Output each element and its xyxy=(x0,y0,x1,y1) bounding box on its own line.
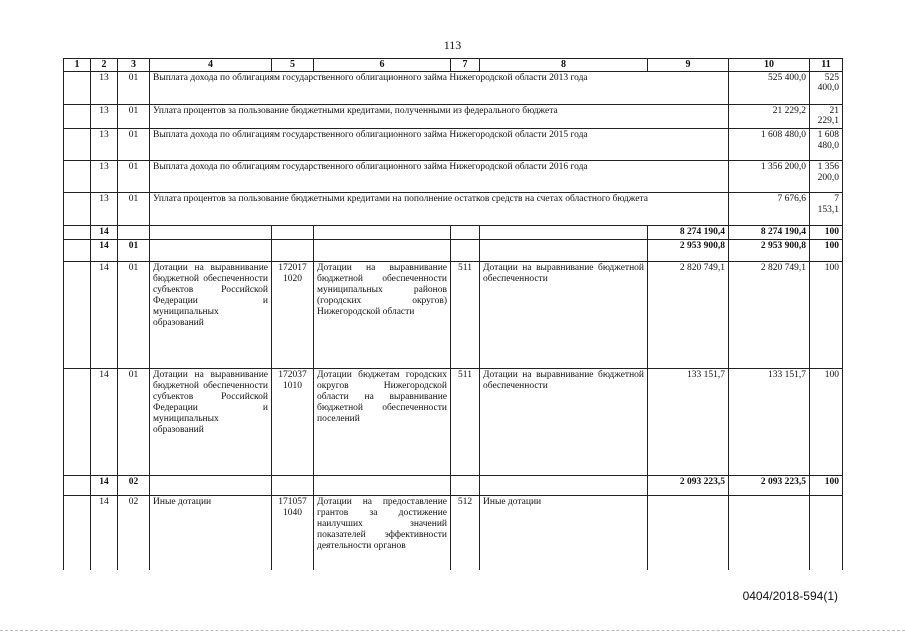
col-header-8: 8 xyxy=(480,59,648,72)
page-bottom-edge xyxy=(0,630,905,631)
cell-col1 xyxy=(64,262,91,369)
column-header-row xyxy=(64,59,843,72)
cell-description: Уплата процентов за пользование бюджетными кредитами, полученными из федерального бюджета xyxy=(150,104,729,129)
cell-target-name: Дотации бюджетам городских округов Нижегородской области на выравнивание бюджетной обеспеченности поселений xyxy=(314,369,451,476)
cell-empty xyxy=(272,476,314,496)
cell-empty xyxy=(314,476,451,496)
cell-actual: 2 093 223,5 xyxy=(729,476,810,496)
cell-grant-name: Дотации на выравнивание бюджетной обеспеченности субъектов Российской Федерации и муниципальных образований xyxy=(150,369,272,476)
cell-expense-code: 511 xyxy=(451,369,480,476)
cell-section: 14 xyxy=(91,240,118,262)
cell-empty xyxy=(480,240,648,262)
col-header-10: 10 xyxy=(729,59,810,72)
cell-empty xyxy=(451,476,480,496)
cell-col1 xyxy=(64,104,91,129)
cell-planned: 2 953 900,8 xyxy=(648,240,729,262)
cell-target-name: Дотации на выравнивание бюджетной обеспеченности муниципальных районов (городских округов) Нижегородской области xyxy=(314,262,451,369)
cell-grant-name: Иные дотации xyxy=(150,496,272,570)
col-header-1: 1 xyxy=(64,59,91,72)
cell-description: Выплата дохода по облигациям государственного облигационного займа Нижегородской области 2013 года xyxy=(150,71,729,104)
table-row xyxy=(64,104,843,129)
cell-target-name: Дотации на предоставление грантов за достижение наилучших значений показателей эффективности деятельности органов xyxy=(314,496,451,570)
table-row xyxy=(64,129,843,161)
cell-section: 13 xyxy=(91,161,118,193)
cell-empty xyxy=(451,226,480,240)
cell-subsection: 02 xyxy=(118,496,150,570)
cell-section: 13 xyxy=(91,193,118,226)
cell-planned: 7 676,6 xyxy=(729,193,810,226)
cell-col1 xyxy=(64,226,91,240)
cell-planned: 21 229,2 xyxy=(729,104,810,129)
table-row xyxy=(64,71,843,104)
cell-section: 14 xyxy=(91,476,118,496)
col-header-2: 2 xyxy=(91,59,118,72)
cell-description: Выплата дохода по облигациям государственного облигационного займа Нижегородской области 2015 года xyxy=(150,129,729,161)
cell-col1 xyxy=(64,129,91,161)
cell-section: 14 xyxy=(91,369,118,476)
cell-planned xyxy=(648,496,729,570)
table-row xyxy=(64,496,843,570)
cell-expense-name: Дотации на выравнивание бюджетной обеспеченности xyxy=(480,262,648,369)
cell-col1 xyxy=(64,496,91,570)
cell-empty xyxy=(480,226,648,240)
table-row xyxy=(64,193,843,226)
table-row xyxy=(64,369,843,476)
cell-subsection: 02 xyxy=(118,476,150,496)
cell-subsection: 01 xyxy=(118,104,150,129)
cell-empty xyxy=(150,476,272,496)
cell-actual: 1 608 480,0 xyxy=(810,129,843,161)
cell-empty xyxy=(272,240,314,262)
cell-actual: 2 820 749,1 xyxy=(729,262,810,369)
cell-empty xyxy=(451,240,480,262)
subtotal-row xyxy=(64,226,843,240)
cell-percent: 100 xyxy=(810,262,843,369)
page-number: 113 xyxy=(443,38,462,52)
cell-actual: 7 153,1 xyxy=(810,193,843,226)
cell-percent xyxy=(810,496,843,570)
cell-section: 14 xyxy=(91,262,118,369)
cell-grant-name: Дотации на выравнивание бюджетной обеспеченности субъектов Российской Федерации и муниципальных образований xyxy=(150,262,272,369)
cell-percent: 100 xyxy=(810,226,843,240)
cell-actual: 8 274 190,4 xyxy=(729,226,810,240)
cell-actual xyxy=(729,496,810,570)
cell-subsection: 01 xyxy=(118,71,150,104)
cell-actual: 525 400,0 xyxy=(810,71,843,104)
cell-empty xyxy=(272,226,314,240)
cell-actual: 133 151,7 xyxy=(729,369,810,476)
cell-planned: 133 151,7 xyxy=(648,369,729,476)
cell-expense-code: 511 xyxy=(451,262,480,369)
cell-section: 13 xyxy=(91,71,118,104)
cell-section: 14 xyxy=(91,226,118,240)
col-header-3: 3 xyxy=(118,59,150,72)
cell-col1 xyxy=(64,476,91,496)
cell-subsection: 01 xyxy=(118,161,150,193)
cell-target-code: 171057 1040 xyxy=(272,496,314,570)
cell-planned: 8 274 190,4 xyxy=(648,226,729,240)
cell-empty xyxy=(480,476,648,496)
col-header-5: 5 xyxy=(272,59,314,72)
cell-actual: 21 229,1 xyxy=(810,104,843,129)
subtotal-row xyxy=(64,476,843,496)
cell-actual: 1 356 200,0 xyxy=(810,161,843,193)
cell-planned: 2 820 749,1 xyxy=(648,262,729,369)
cell-planned: 525 400,0 xyxy=(729,71,810,104)
cell-col1 xyxy=(64,193,91,226)
cell-planned: 2 093 223,5 xyxy=(648,476,729,496)
cell-expense-name: Иные дотации xyxy=(480,496,648,570)
cell-subsection: 01 xyxy=(118,129,150,161)
cell-empty xyxy=(314,240,451,262)
cell-empty xyxy=(314,226,451,240)
cell-expense-name: Дотации на выравнивание бюджетной обеспеченности xyxy=(480,369,648,476)
budget-table xyxy=(63,58,843,570)
cell-section: 13 xyxy=(91,129,118,161)
cell-col1 xyxy=(64,240,91,262)
col-header-4: 4 xyxy=(150,59,272,72)
cell-description: Уплата процентов за пользование бюджетными кредитами на пополнение остатков средств на счетах областного бюджета xyxy=(150,193,729,226)
cell-col1 xyxy=(64,161,91,193)
cell-actual: 2 953 900,8 xyxy=(729,240,810,262)
cell-planned: 1 608 480,0 xyxy=(729,129,810,161)
table-row xyxy=(64,161,843,193)
table-row xyxy=(64,262,843,369)
cell-col1 xyxy=(64,369,91,476)
cell-description: Выплата дохода по облигациям государственного облигационного займа Нижегородской области 2016 года xyxy=(150,161,729,193)
cell-subsection: 01 xyxy=(118,262,150,369)
cell-percent: 100 xyxy=(810,476,843,496)
cell-section: 14 xyxy=(91,496,118,570)
col-header-9: 9 xyxy=(648,59,729,72)
col-header-7: 7 xyxy=(451,59,480,72)
document-code: 0404/2018-594(1) xyxy=(742,589,838,603)
cell-planned: 1 356 200,0 xyxy=(729,161,810,193)
cell-empty xyxy=(150,240,272,262)
subtotal-row xyxy=(64,240,843,262)
cell-percent: 100 xyxy=(810,369,843,476)
cell-empty xyxy=(150,226,272,240)
cell-subsection xyxy=(118,226,150,240)
cell-expense-code: 512 xyxy=(451,496,480,570)
col-header-11: 11 xyxy=(810,59,843,72)
cell-target-code: 172017 1020 xyxy=(272,262,314,369)
cell-subsection: 01 xyxy=(118,240,150,262)
cell-section: 13 xyxy=(91,104,118,129)
col-header-6: 6 xyxy=(314,59,451,72)
cell-target-code: 172037 1010 xyxy=(272,369,314,476)
cell-subsection: 01 xyxy=(118,193,150,226)
cell-col1 xyxy=(64,71,91,104)
cell-subsection: 01 xyxy=(118,369,150,476)
cell-percent: 100 xyxy=(810,240,843,262)
